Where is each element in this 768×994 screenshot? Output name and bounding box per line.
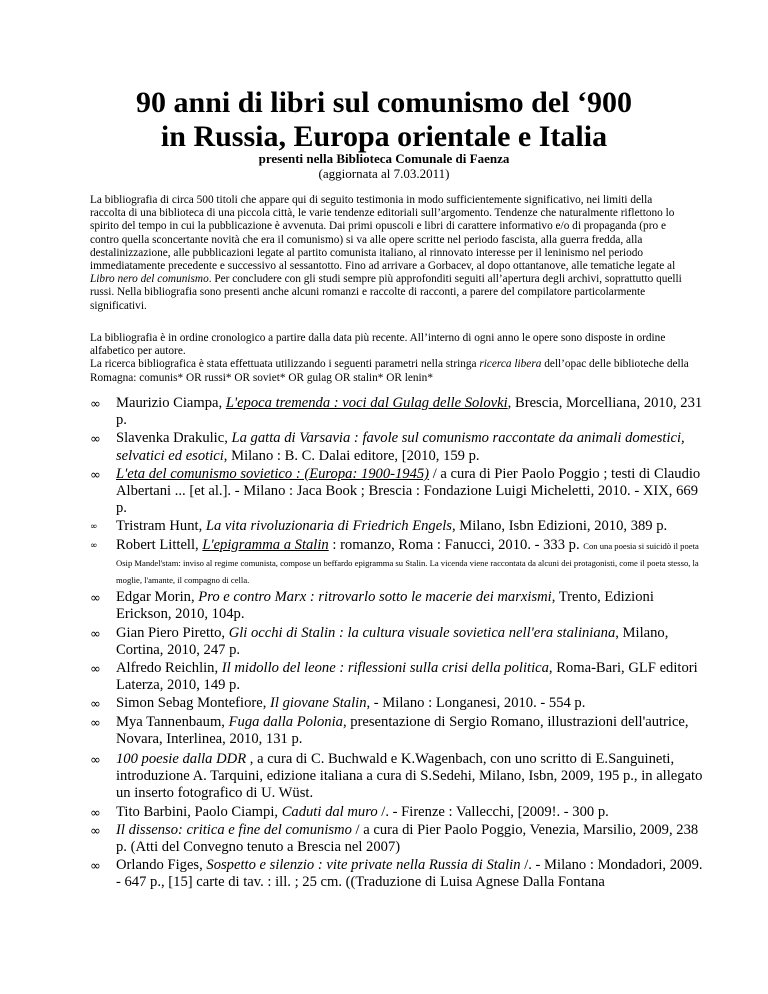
entry-author: Tito Barbini, Paolo Ciampi, xyxy=(116,803,282,820)
bibliography-entry xyxy=(90,518,710,535)
entry-details: , - Milano : Longanesi, 2010. - 554 p. xyxy=(366,695,586,712)
entry-author: Mya Tannenbaum, xyxy=(116,713,229,730)
title-line-1: 90 anni di libri sul comunismo del ‘900 xyxy=(136,86,632,119)
title-line-2: in Russia, Europa orientale e Italia xyxy=(160,120,608,153)
update-date: (aggiornata al 7.03.2011) xyxy=(318,166,450,181)
bibliography-list-2009 xyxy=(90,751,710,892)
entry-details: , presentazione di Sergio Romano, illustrazioni dell'autrice, Novara, Interlinea, 2010, 131 p. xyxy=(116,713,689,747)
bibliography-entry xyxy=(90,625,710,659)
bibliography-entry xyxy=(90,804,710,821)
entry-title: Sospetto e silenzio : vite private nella Russia di Stalin xyxy=(206,857,521,874)
entry-author: Robert Littell, xyxy=(116,536,203,553)
entry-author: Simon Sebag Montefiore, xyxy=(116,695,271,712)
intro-text-3c: dell’opac delle biblioteche della Romagna: comunis* OR russi* OR soviet* OR gulag OR stalin* OR lenin* xyxy=(90,358,689,384)
bibliography-entry xyxy=(90,537,710,589)
entry-details: : romanzo, Roma : Fanucci, 2010. - 333 p. xyxy=(328,536,584,553)
entry-details: /. - Firenze : Vallecchi, [2009!. - 300 p. xyxy=(377,803,609,820)
bibliography-entry xyxy=(90,589,710,623)
bibliography-entry xyxy=(90,430,710,464)
infinity-bullet-icon: ∞ xyxy=(90,397,101,412)
entry-title: L'epoca tremenda : voci dal Gulag delle Solovki xyxy=(225,395,508,411)
entry-details: , Milano, Isbn Edizioni, 2010, 389 p. xyxy=(451,518,668,535)
document-subtitle: presenti nella Biblioteca Comunale di Faenza xyxy=(258,151,510,166)
entry-title: L'epigramma a Stalin xyxy=(202,536,329,553)
bibliography-entry xyxy=(90,714,710,748)
entry-author: Slavenka Drakulic, xyxy=(116,430,232,447)
entry-details: , Roma-Bari, GLF editori Laterza, 2010, 149 p. xyxy=(116,660,698,694)
infinity-bullet-icon: ∞ xyxy=(90,432,101,448)
entry-details: / a cura di Pier Paolo Poggio, Venezia, Marsilio, 2009, 238 p. (Atti del Convegno tenuto a Brescia nel 2007) xyxy=(116,821,699,856)
intro-text-1c: . Per concludere con gli studi sempre più approfonditi seguiti all’apertura degli archivi, soprattutto quelli russi. Nella bibliografia sono presenti anche alcuni romanzi e raccolte di racconti, a parere del compilatore particolarmente significativi. xyxy=(90,273,682,312)
bibliography-entry xyxy=(90,466,710,518)
entry-title: Il dissenso: critica e fine del comunismo xyxy=(116,821,352,838)
infinity-bullet-icon: ∞ xyxy=(90,662,101,678)
bibliography-entry xyxy=(90,822,710,856)
intro-text-3a: La ricerca bibliografica è stata effettuata utilizzando i seguenti parametri nella stringa xyxy=(90,358,480,371)
entry-details: /. - Milano : Mondadori, 2009. - 647 p., [15] carte di tav. : ill. ; 25 cm. ((Traduzione di Luisa Agnese Dalla Fontana xyxy=(116,857,703,891)
entry-details: , Brescia, Morcelliana, 2010, 231 p. xyxy=(116,395,703,429)
entry-author: Alfredo Reichlin, xyxy=(116,660,222,677)
bibliography-entry xyxy=(90,695,710,712)
infinity-bullet-icon: ∞ xyxy=(90,467,101,483)
intro-text-3 xyxy=(90,358,690,384)
intro-paragraph-2 xyxy=(90,332,690,385)
infinity-bullet-icon: ∞ xyxy=(90,823,101,839)
intro-text-2: La bibliografia è in ordine cronologico a partire dalla data più recente. All’interno di ogni anno le opere sono disposte in ordine alfabetico per autore. xyxy=(90,332,666,358)
entry-title: La gatta di Varsavia : favole sul comunismo raccontate da animali domestici, selvatici ed esotici xyxy=(116,430,685,464)
entry-author: Edgar Morin, xyxy=(116,589,199,606)
infinity-bullet-icon: ∞ xyxy=(90,697,101,713)
entry-title: L'eta del comunismo sovietico : (Europa: 1900-1945) xyxy=(116,465,430,482)
entry-details: , Trento, Edizioni Erickson, 2010, 104p. xyxy=(116,589,654,623)
bibliography-entry xyxy=(90,857,710,891)
entry-author: Maurizio Ciampa, xyxy=(116,395,226,411)
bibliography-list-2010 xyxy=(90,395,710,748)
entry-details: / a cura di Pier Paolo Poggio ; testi di Claudio Albertani ... [et al.]. - Milano : Jaca Book ; Brescia : Fondazione Luigi Micheletti, 2010. - XIX, 669 p. xyxy=(116,465,701,517)
bibliography-entry xyxy=(90,660,710,694)
entry-title: Il midollo del leone : riflessioni sulla crisi della politica xyxy=(221,660,549,677)
entry-author: Orlando Figes, xyxy=(116,857,207,874)
infinity-bullet-icon: ∞ xyxy=(90,753,101,768)
infinity-bullet-icon: ∞ xyxy=(90,626,101,642)
infinity-bullet-icon: ∞ xyxy=(90,715,101,731)
entry-note: Con una poesia si suicidò il poeta Osip Mandel'stam: inviso al regime comunista, compose un beffardo epigramma su Stalin. La vicenda viene raccontata da alcuni dei protagonisti, come il poeta stesso, la moglie, l'amante, il compagno di cella. xyxy=(116,540,699,586)
entry-title: La vita rivoluzionaria di Friedrich Engels xyxy=(205,518,452,535)
entry-author: Gian Piero Piretto, xyxy=(116,624,229,641)
infinity-bullet-icon: ∞ xyxy=(90,805,101,821)
intro-text-3b: ricerca libera xyxy=(479,358,542,371)
intro-text-1b: Libro nero del comunismo xyxy=(90,273,209,286)
intro-text-1a: La bibliografia di circa 500 titoli che appare qui di seguito testimonia in modo sufficientemente significativo, nei limiti della raccolta di una biblioteca di una piccola città, le varie tendenze editoriali sull’argomento. Tendenze che naturalmente riflettono lo spirito del tempo in cui la pubblicazione è avvenuta. Dai primi opuscoli e libri di carattere informativo e/o di propaganda (pro e contro quella sconcertante novità che era il comunismo) si va alle opere scritte nel periodo fascista, alla guerra fredda, alla destalinizzazione, alle pubblicazioni legate al partito comunista italiano, al rinnovato interesse per il leninismo nel periodo immediatamente precedente e successivo al sessantotto. Fino ad arrivare a Gorbacev, al dopo ottantanove, alle tematiche legate al xyxy=(90,194,676,273)
entry-title: Il giovane Stalin xyxy=(270,695,367,712)
infinity-bullet-icon: ∞ xyxy=(90,591,101,607)
entry-details: , a cura di C. Buchwald e K.Wagenbach, con uno scritto di E.Sanguineti, introduzione A. Tarquini, edizione italiana a cura di S.Sedehi, Milano, Isbn, 2009, 195 p., in allegato un inserto fotografico di U. Wüst. xyxy=(116,751,703,802)
entry-details: , Milano, Cortina, 2010, 247 p. xyxy=(116,624,669,658)
entry-author: Tristram Hunt, xyxy=(116,518,206,535)
infinity-bullet-icon: ∞ xyxy=(90,859,101,875)
intro-paragraph-1 xyxy=(90,194,690,313)
entry-title: Caduti dal muro xyxy=(281,803,378,820)
entry-details: , Milano : B. C. Dalai editore, [2010, 159 p. xyxy=(223,447,480,464)
infinity-bullet-icon: ∞ xyxy=(90,522,98,533)
entry-title: Pro e contro Marx : ritrovarlo sotto le macerie dei marxismi xyxy=(198,589,552,606)
entry-title: Gli occhi di Stalin : la cultura visuale sovietica nell'era staliniana xyxy=(228,624,616,641)
bibliography-entry xyxy=(90,751,710,803)
entry-title: Fuga dalla Polonia xyxy=(228,713,343,730)
document-title xyxy=(0,86,768,154)
bibliography-entry xyxy=(90,395,710,429)
infinity-bullet-icon: ∞ xyxy=(90,540,98,551)
entry-title: 100 poesie dalla DDR xyxy=(116,751,247,767)
